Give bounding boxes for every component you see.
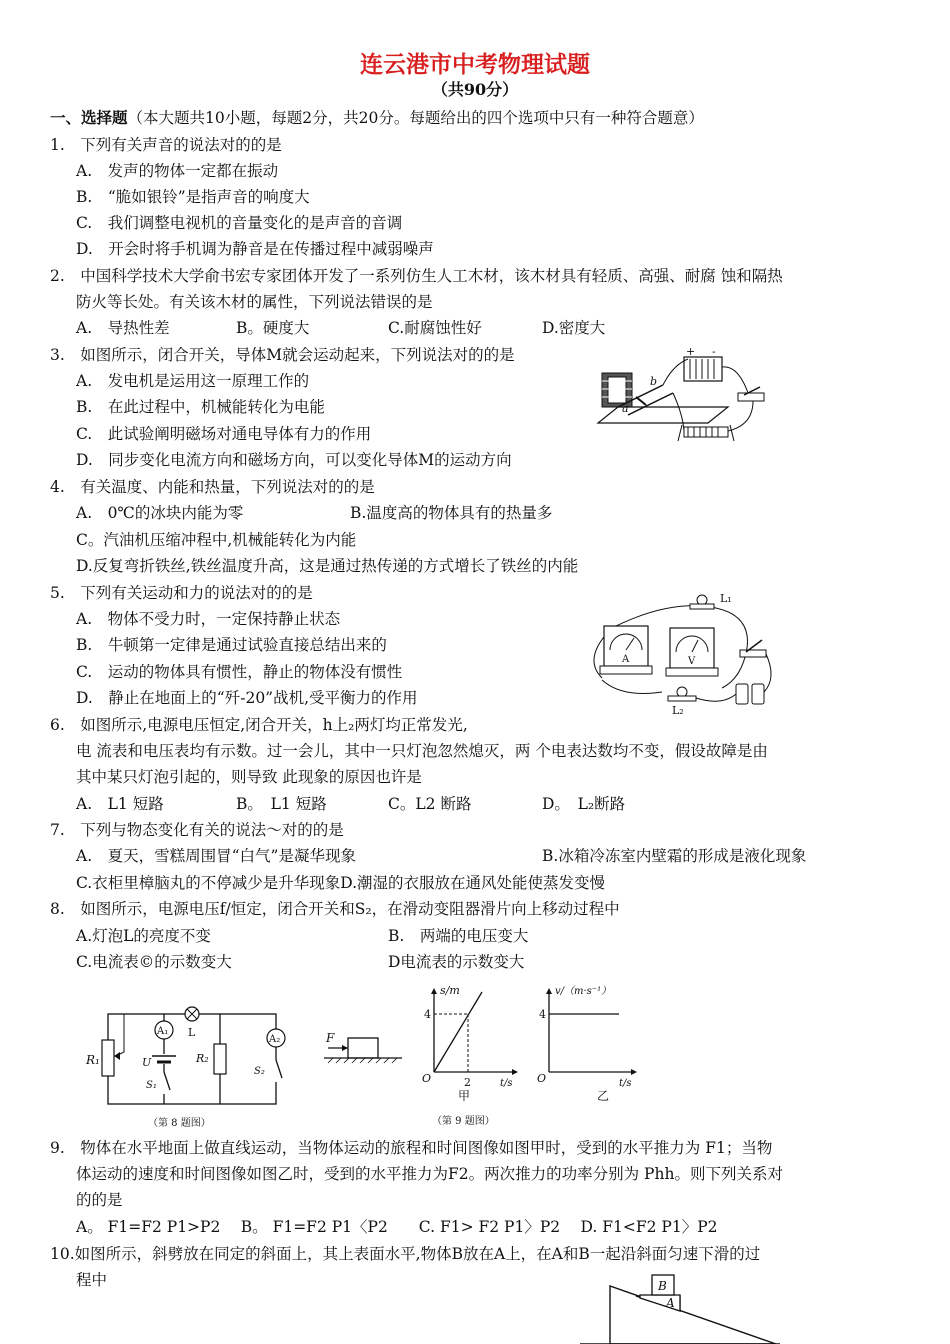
- q9-stem-line1: 9. 物体在水平地面上做直线运动，当物体运动的旅程和时间图像如图甲时，受到的水平推力为 F1；当物: [50, 1139, 773, 1157]
- q3-label-plus: +: [686, 345, 696, 358]
- q6-stem-line2: 电 流表和电压表均有示数。过一会儿，其中一只灯泡忽然熄灭，两 个电表达数均不变，假设故障是由: [76, 742, 768, 760]
- fig9-yi-y4: 4: [539, 1008, 546, 1021]
- lamp-l1-label: L₁: [720, 592, 732, 605]
- page-title: 连云港市中考物理试题: [360, 52, 590, 78]
- q5-option-a: A. 物体不受力时，一定保持静止状态: [76, 610, 341, 628]
- q6-option-c: C。L2 断路: [388, 795, 472, 813]
- fig9-jia-line: [434, 992, 482, 1072]
- incline-shape: [610, 1286, 776, 1344]
- block-b-label: B: [658, 1279, 667, 1293]
- fig9-jia-xlabel: t/s: [500, 1078, 513, 1089]
- q2-option-b: B。硬度大: [236, 319, 310, 337]
- q6-option-a: A. L1 短路: [76, 795, 164, 813]
- fig8-a1-label: A₁: [157, 1026, 169, 1037]
- q6-option-d: D。 L₂断路: [542, 795, 626, 813]
- fig8-lamp-label: L: [188, 1026, 196, 1039]
- q10-stem-line1: 10.如图所示，斜劈放在同定的斜面上，其上表面水平,物体B放在A上，在A和B一起沿斜面匀速下滑的过: [50, 1245, 761, 1263]
- fig8-s1-label: S₁: [146, 1080, 157, 1091]
- q5-option-b: B. 牛顿第一定律是通过试验直接总结出来的: [76, 636, 387, 654]
- switch-shape: [740, 650, 766, 657]
- q3-option-a: A. 发电机是运用这一原理工作的: [76, 372, 310, 390]
- q1-option-d: D. 开会时将手机调为静音是在传播过程中减弱噪声: [76, 240, 434, 258]
- fig9-jia-graph: [420, 982, 520, 1110]
- q3-option-b: B. 在此过程中，机械能转化为电能: [76, 398, 325, 416]
- fig8-caption: （第 8 题图）: [148, 1118, 211, 1129]
- fig8-u-label: U: [142, 1056, 152, 1069]
- q3-label-minus: -: [712, 345, 716, 358]
- fig9-jia-origin: O: [422, 1072, 432, 1085]
- q7-option-a: A. 夏天，雪糕周围冒“白气”是凝华现象: [76, 847, 356, 865]
- q4-option-c: C。汽油机压缩冲程中,机械能转化为内能: [76, 531, 357, 549]
- q7-option-b: B.冰箱冷冻室内壁霜的形成是液化现象: [542, 847, 807, 865]
- section-note: （本大题共10小题，每题2分，共20分。每题给出的四个选项中只有一种符合题意）: [127, 109, 704, 127]
- q5-option-d: D. 静止在地面上的“歼-20”战机,受平衡力的作用: [76, 689, 418, 707]
- fig8-r1-label: R₁: [86, 1053, 100, 1067]
- q4-stem: 4. 有关温度、内能和热量，下列说法对的的是: [50, 478, 375, 496]
- q6-option-b: B。 L1 短路: [236, 795, 327, 813]
- fig9-block-shape: [348, 1038, 378, 1058]
- fig9-force-label: F: [326, 1031, 335, 1045]
- q8-option-b: B. 两端的电压变大: [388, 927, 529, 945]
- q1-option-c: C. 我们调整电视机的音量变化的是声音的音调: [76, 214, 403, 232]
- fig9-yi-graph: [535, 982, 645, 1110]
- q10-stem-line2: 程中: [76, 1271, 108, 1289]
- q1-option-b: B. “脆如银铃”是指声音的响度大: [76, 188, 310, 206]
- q2-option-c: C.耐腐蚀性好: [388, 319, 482, 337]
- fig8-r2-shape: [214, 1044, 226, 1074]
- q4-option-d: D.反复弯折铁丝,铁丝温度升高，这是通过热传递的方式增长了铁丝的内能: [76, 557, 579, 575]
- fig9-jia-ylabel: s/m: [440, 984, 460, 997]
- q2-stem-line1: 2. 中国科学技术大学俞书宏专家团体开发了一系列仿生人工木材，该木材具有轻质、高强、耐腐 蚀和隔热: [50, 267, 783, 285]
- section-heading: 一、选择题: [50, 108, 128, 127]
- fig9-jia-x2: 2: [464, 1076, 471, 1089]
- q8-option-d: D电流表的示数变大: [388, 953, 525, 971]
- q5-option-c: C. 运动的物体具有惯性，静止的物体没有惯性: [76, 663, 403, 681]
- q6-stem-line3: 其中某只灯泡引起的，则导致 此现象的原因也许是: [76, 768, 422, 786]
- q10-incline-figure: [580, 1270, 780, 1344]
- q6-stem-line1: 6. 如图所示,电源电压恒定,闭合开关，h上₂两灯均正常发光,: [50, 716, 468, 734]
- q4-option-a: A. 0℃的冰块内能为零: [76, 504, 244, 522]
- q3-option-c: C. 此试验阐明磁场对通电导体有力的作用: [76, 425, 372, 443]
- ammeter-label: A: [622, 654, 630, 665]
- fig8-s2-label: S₂: [254, 1066, 265, 1077]
- fig9-yi-label: 乙: [597, 1089, 610, 1103]
- fig8-circuit: [80, 992, 290, 1132]
- section-heading-row: [50, 108, 704, 128]
- q3-motor-figure: [588, 345, 778, 445]
- fig9-block-figure: [320, 1030, 410, 1075]
- page-subtitle: （共90分）: [431, 80, 519, 99]
- q3-label-a: a: [622, 402, 629, 415]
- q2-option-a: A. 导热性差: [76, 319, 170, 337]
- q2-option-d: D.密度大: [542, 319, 606, 337]
- fig9-yi-origin: O: [537, 1072, 547, 1085]
- q7-stem: 7. 下列与物态变化有关的说法～对的的是: [50, 821, 344, 839]
- q8-stem: 8. 如图所示，电源电压f/恒定，闭合开关和S₂，在滑动变阻器滑片向上移动过程中: [50, 900, 620, 918]
- q8-option-c: C.电流表©的示数变大: [76, 953, 232, 971]
- lamp-l2-label: L₂: [672, 704, 684, 717]
- wedge-a-label: A: [666, 1296, 675, 1310]
- q5-stem: 5. 下列有关运动和力的说法对的的是: [50, 584, 313, 602]
- q4-option-b: B.温度高的物体具有的热量多: [350, 504, 553, 522]
- fig9-yi-ylabel: v/（m·s⁻¹）: [555, 986, 612, 997]
- q9-options: A。 F1=F2 P1>P2 B。 F1=F2 P1〈P2 C. F1> F2 P1〉P2 D. F1<F2 P1〉P2: [76, 1218, 718, 1236]
- fig8-r2-label: R₂: [196, 1052, 209, 1065]
- q3-option-d: D. 同步变化电流方向和磁场方向，可以变化导体M的运动方向: [76, 451, 512, 469]
- q6-circuit-figure: [582, 588, 782, 718]
- fig9-jia-label: 甲: [458, 1089, 471, 1103]
- fig8-r1-shape: [102, 1040, 114, 1076]
- q8-option-a: A.灯泡L的亮度不变: [76, 927, 211, 945]
- fig9-caption: （第 9 题图）: [432, 1116, 495, 1127]
- q3-stem: 3. 如图所示，闭合开关，导体M就会运动起来，下列说法对的的是: [50, 346, 515, 364]
- q9-stem-line2: 体运动的速度和时间图像如图乙时，受到的水平推力为F2。两次推力的功率分别为 Phh。则下列关系对: [76, 1165, 783, 1183]
- fig9-jia-y4: 4: [424, 1008, 431, 1021]
- q2-stem-line2: 防火等长处。有关该木材的属性，下列说法错误的是: [76, 293, 433, 311]
- q1-option-a: A. 发声的物体一定都在振动: [76, 162, 279, 180]
- q1-stem: 1. 下列有关声音的说法对的的是: [50, 136, 282, 154]
- switch-shape: [738, 393, 764, 401]
- battery-1-shape: [736, 684, 748, 704]
- fig8-a2-label: A₂: [269, 1034, 281, 1045]
- fig9-yi-xlabel: t/s: [619, 1078, 632, 1089]
- q9-stem-line3: 的的是: [76, 1191, 123, 1209]
- voltmeter-label: V: [688, 656, 696, 667]
- battery-2-shape: [752, 684, 764, 704]
- q3-label-b: b: [650, 375, 658, 388]
- q7-option-cd: C.衣柜里樟脑丸的不停减少是升华现象D.潮湿的衣服放在通风处能使蒸发变慢: [76, 874, 606, 892]
